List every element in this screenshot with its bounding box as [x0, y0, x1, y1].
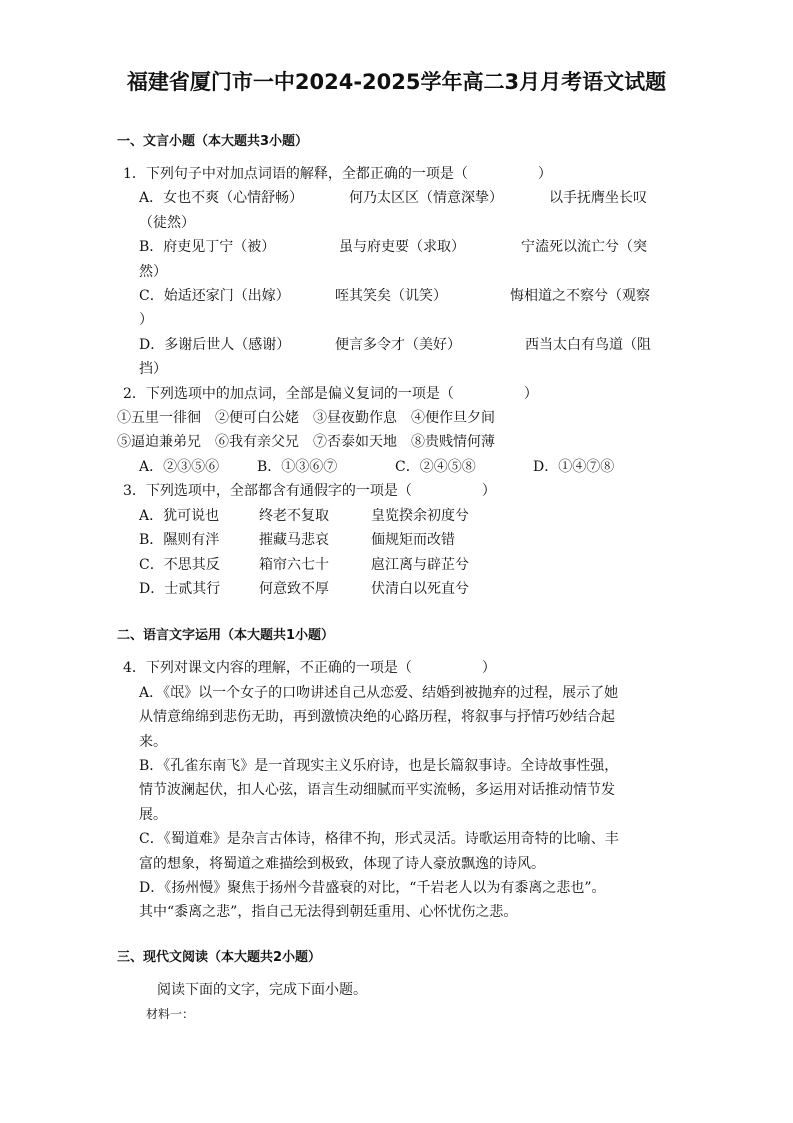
- question-1-option-b: [117, 235, 672, 259]
- q3-d-part2: 何意致不厚: [259, 580, 329, 597]
- q1-c-part1: C．始适还家门（出嫁）: [139, 288, 290, 305]
- question-2-options: [117, 455, 672, 479]
- question-4-option-a-line3: 来。: [139, 733, 167, 750]
- reading-intro: 阅读下面的文字，完成下面小题。: [157, 981, 367, 998]
- question-1-option-d: [117, 333, 672, 357]
- question-4-option-b-line1: B．《孔雀东南飞》是一首现实主义乐府诗，也是长篇叙事诗。全诗故事性强，: [139, 757, 619, 774]
- page-title: 福建省厦门市一中2024-2025学年高二3月月考语文试题: [126, 70, 667, 94]
- q1-c-part2: 咥其笑矣（讥笑）: [335, 288, 447, 305]
- q3-b-part2: 摧藏马悲哀: [259, 532, 329, 549]
- question-1-option-c: [117, 284, 672, 308]
- q2-option-c: C．②④⑤⑧: [395, 458, 476, 475]
- question-4-option-c-line2: 富的想象，将蜀道之难描绘到极致，体现了诗人豪放飘逸的诗风。: [139, 855, 545, 872]
- q1-b-part3: 宁溘死以流亡兮（突: [521, 239, 647, 256]
- section-heading-1: 一、文言小题（本大题共3小题）: [117, 134, 309, 149]
- q1-c-part3: 悔相道之不察兮（观察: [510, 288, 650, 305]
- question-1-stem-end: ）: [537, 166, 552, 182]
- question-3-option-c: [117, 553, 672, 577]
- question-2-items-line1: ①五里一徘徊 ②便可白公姥 ③昼夜勤作息 ④便作旦夕间: [117, 410, 495, 427]
- q3-c-part1: C．不思其反: [139, 556, 220, 573]
- material-label: 材料一：: [146, 1007, 195, 1022]
- question-3-option-a: [117, 504, 672, 528]
- q1-b-part1: B．府吏见丁宁（被）: [139, 239, 276, 256]
- q3-b-part3: 偭规矩而改错: [371, 532, 455, 549]
- question-2-stem-end: ）: [523, 385, 538, 402]
- question-1: [117, 162, 672, 186]
- q1-a-part3: 以手抚膺坐长叹: [549, 190, 647, 207]
- q3-b-part1: B．隰则有泮: [139, 532, 220, 549]
- q2-option-a: A．②③⑤⑥: [139, 458, 220, 475]
- q3-a-part2: 终老不复取: [259, 507, 329, 524]
- q2-option-d: D．①④⑦⑧: [533, 458, 615, 475]
- question-3-stem-end: ）: [481, 483, 496, 500]
- q1-d-part1: D．多谢后世人（感谢）: [139, 336, 291, 353]
- question-1-stem: 1．下列句子中对加点词语的解释，全都正确的一项是（: [123, 166, 468, 182]
- question-1-option-a-wrap: （徒然）: [139, 214, 195, 231]
- question-3: [117, 479, 672, 503]
- question-3-option-b: [117, 528, 672, 552]
- question-4-stem: 4．下列对课文内容的理解，不正确的一项是（: [123, 660, 412, 677]
- q3-c-part2: 箱帘六七十: [259, 556, 329, 573]
- question-1-option-c-wrap: ）: [139, 312, 153, 329]
- q3-a-part1: A．犹可说也: [139, 507, 220, 524]
- q3-d-part1: D．士贰其行: [139, 580, 221, 597]
- question-4-stem-end: ）: [481, 660, 496, 677]
- question-4-option-a-line1: A．《氓》以一个女子的口吻讲述自己从恋爱、结婚到被抛弃的过程，展示了她: [139, 684, 619, 701]
- q1-d-part2: 便言多令才（美好）: [335, 336, 461, 353]
- q1-a-part2: 何乃太区区（情意深挚）: [349, 190, 503, 207]
- question-2-items-line2: ⑤逼迫兼弟兄 ⑥我有亲父兄 ⑦否泰如天地 ⑧贵贱情何薄: [117, 434, 495, 451]
- section-heading-2: 二、语言文字运用（本大题共1小题）: [117, 628, 335, 644]
- content-body: [117, 130, 672, 1027]
- question-1-option-d-wrap: 挡）: [139, 361, 167, 378]
- question-2: [117, 382, 672, 406]
- question-4-option-b-line2: 情节波澜起伏，扣人心弦，语言生动细腻而平实流畅，多运用对话推动情节发: [139, 782, 615, 799]
- question-3-stem: 3．下列选项中，全部都含有通假字的一项是（: [123, 483, 412, 500]
- section-heading-3: 三、现代文阅读（本大题共2小题）: [117, 949, 322, 965]
- q1-d-part3: 西当太白有鸟道（阻: [525, 336, 651, 353]
- question-4-option-c-line1: C．《蜀道难》是杂言古体诗，格律不拘，形式灵活。诗歌运用奇特的比喻、丰: [139, 831, 619, 848]
- question-1-option-a: [117, 186, 672, 210]
- q3-c-part3: 扈江离与辟芷兮: [371, 556, 469, 573]
- q1-a-part1: A．女也不爽（心情舒畅）: [139, 190, 304, 207]
- question-4: [117, 656, 672, 680]
- question-4-option-b-line3: 展。: [139, 806, 167, 823]
- q1-b-part2: 虽与府吏要（求取）: [339, 239, 465, 256]
- q2-option-b: B．①③⑥⑦: [257, 458, 338, 475]
- question-2-stem: 2．下列选项中的加点词，全部是偏义复词的一项是（: [123, 385, 454, 402]
- q3-d-part3: 伏清白以死直兮: [371, 580, 469, 597]
- question-4-option-d-line1: D．《扬州慢》聚焦于扬州今昔盛衰的对比，“千岩老人以为有黍离之悲也”。: [139, 879, 606, 896]
- question-3-option-d: [117, 577, 672, 601]
- question-4-option-d-line2: 其中“黍离之悲”，指自己无法得到朝廷重用、心怀忧伤之悲。: [139, 904, 518, 921]
- q3-a-part3: 皇览揆余初度兮: [371, 507, 469, 524]
- question-4-option-a-line2: 从情意绵绵到悲伤无助，再到激愤决绝的心路历程，将叙事与抒情巧妙结合起: [139, 709, 615, 726]
- question-1-option-b-wrap: 然）: [139, 263, 167, 280]
